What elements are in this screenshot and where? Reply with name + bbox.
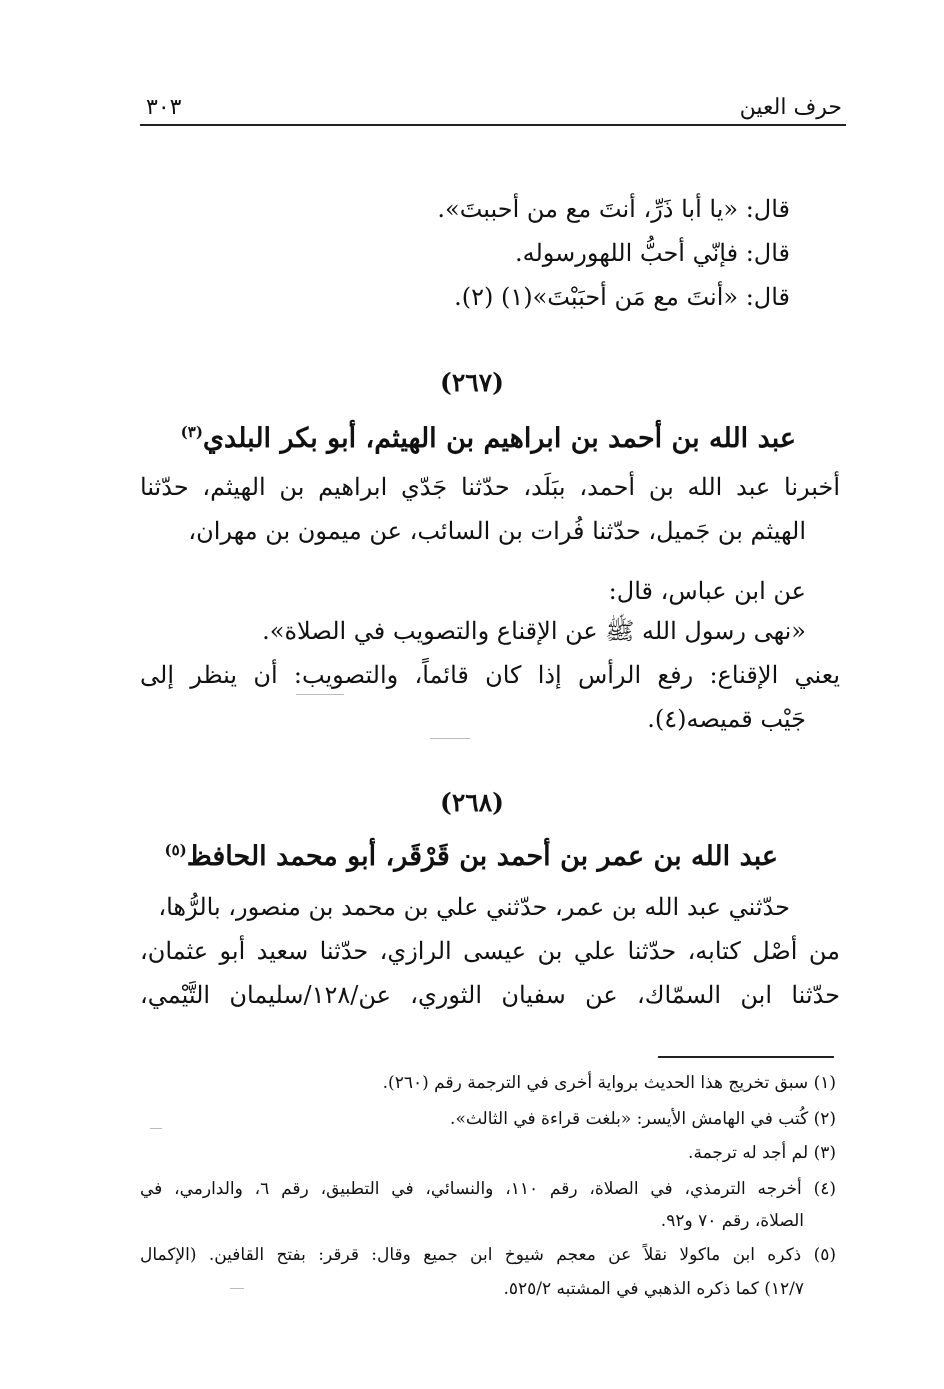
scan-speck [296, 694, 344, 695]
chapter-title: حرف العين [739, 95, 842, 120]
entry-267-line-4: «نهى رسول الله ﷺ عن الإقناع والتصويب في الصلاة». [262, 617, 806, 645]
page-number: ٣٠٣ [146, 95, 182, 120]
footnote-2: (٢) كُتب في الهامش الأيسر: «بلغت قراءة في الثالث». [450, 1109, 836, 1129]
entry-267-line-3: عن ابن عباس، قال: [608, 577, 806, 605]
footnote-ref: (٣) [180, 423, 203, 441]
footnote-3: (٣) لم أجد له ترجمة. [688, 1143, 836, 1163]
footnote-ref: (٥) [164, 841, 187, 859]
entry-heading-text: عبد الله بن أحمد بن ابراهيم بن الهيثم، أبو بكر البلدي [202, 423, 796, 454]
entry-number-268: (٢٦٨) [440, 788, 504, 817]
entry-267-line-5: يعني الإقناع: رفع الرأس إذا كان قائماً، والتصويب: أن ينظر إلى [140, 661, 840, 689]
entry-heading-267 [181, 412, 796, 459]
footnote-1: (١) سبق تخريج هذا الحديث برواية أخرى في الترجمة رقم (٢٦٠). [382, 1073, 836, 1093]
intro-line-1: قال: «يا أبا ذَرِّ، أنتَ مع من أحببتَ». [437, 195, 790, 223]
entry-267-line-6: جَيْب قميصه(٤). [647, 705, 806, 733]
running-header [140, 88, 846, 126]
entry-heading-text: عبد الله بن عمر بن أحمد بن قَرْقَر، أبو محمد الحافظ [186, 841, 778, 872]
scan-speck [150, 1128, 162, 1129]
entry-267-line-1: أخبرنا عبد الله بن أحمد، ببَلَد، حدّثنا جَدّي ابراهيم بن الهيثم، حدّثنا [140, 473, 840, 501]
footnote-5-line-2: ١٢/٧) كما ذكره الذهبي في المشتبه ٥٢٥/٢. [503, 1279, 804, 1299]
footnote-separator [658, 1056, 834, 1058]
entry-heading-268 [164, 830, 778, 877]
entry-268-line-2: من أصْل كتابه، حدّثنا علي بن عيسى الرازي، حدّثنا سعيد أبو عثمان، [140, 937, 840, 965]
footnote-4-line-2: الصلاة، رقم ٧٠ و٩٢. [660, 1211, 804, 1231]
footnote-5-line-1: (٥) ذكره ابن ماكولا نقلاً عن معجم شيوخ ابن جميع وقال: قرقر: بفتح القافين. (الإكمال [140, 1245, 836, 1265]
intro-line-2: قال: فإنّي أحبُّ اللهورسوله. [514, 239, 790, 267]
entry-268-line-3: حدّثنا ابن السمّاك، عن سفيان الثوري، عن/١٢٨/سليمان التَّيْمي، [140, 981, 840, 1009]
entry-267-line-2: الهيثم بن جَميل، حدّثنا فُرات بن السائب، عن ميمون بن مهران، [188, 517, 806, 545]
footnote-4-line-1: (٤) أخرجه الترمذي، في الصلاة، رقم ١١٠، والنسائي، في التطبيق، رقم ٦، والدارمي، في [140, 1179, 836, 1199]
entry-268-line-1: حدّثني عبد الله بن عمر، حدّثني علي بن محمد بن منصور، بالرُّها، [158, 893, 790, 921]
entry-number-267: (٢٦٧) [440, 368, 504, 397]
scan-speck [430, 738, 470, 739]
intro-line-3: قال: «أنتَ مع مَن أحبَبْتَ»(١) (٢). [454, 283, 790, 311]
scan-speck [230, 1288, 244, 1289]
